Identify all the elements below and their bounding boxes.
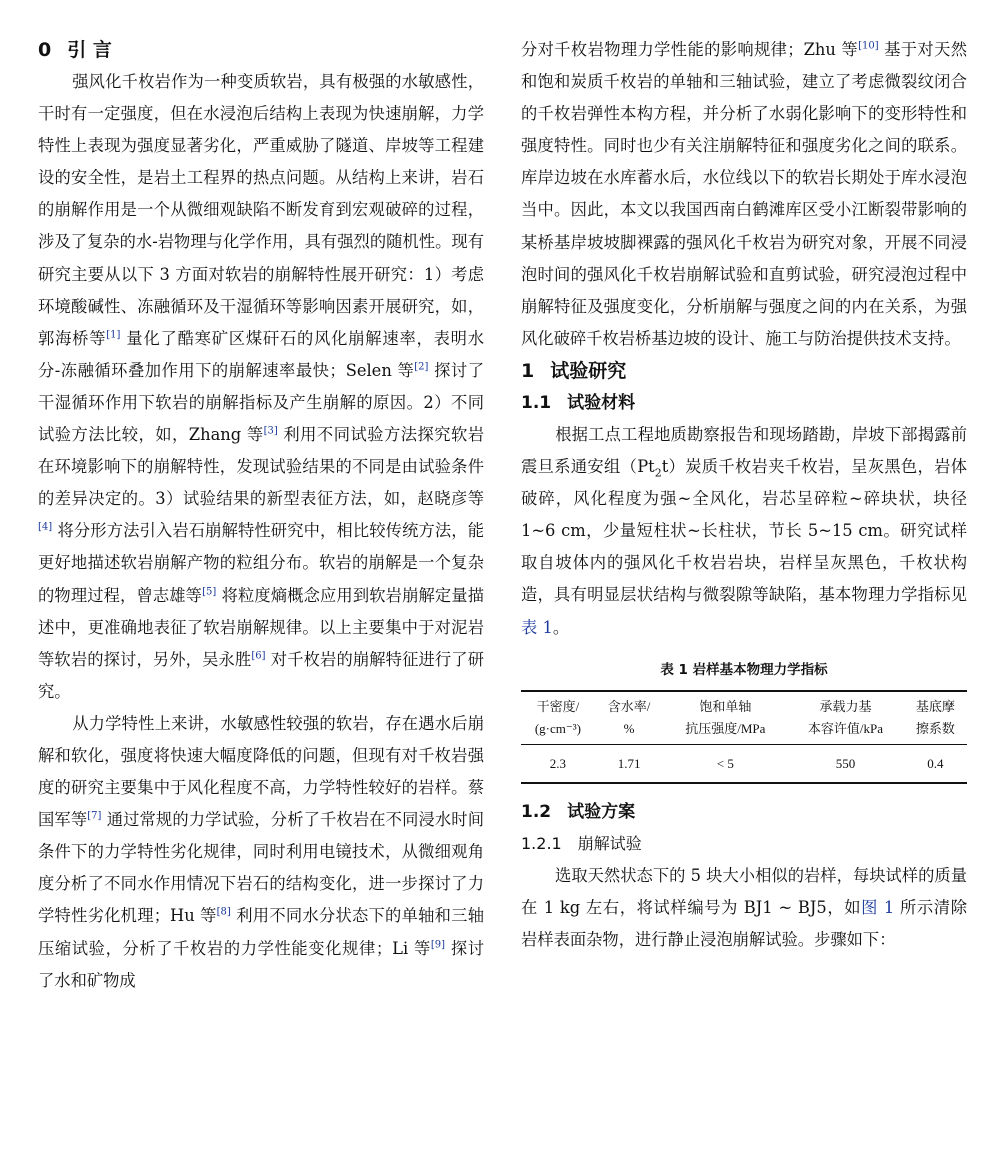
section-heading-experiment: 1 试验研究 xyxy=(521,359,627,382)
citation-7[interactable]: [7] xyxy=(87,810,102,822)
cell-water-content: 1.71 xyxy=(595,744,664,783)
citation-8[interactable]: [8] xyxy=(216,907,231,919)
citation-4[interactable]: [4] xyxy=(38,521,53,533)
subsection-heading-materials: 1.1 试验材料 xyxy=(521,392,636,413)
header-dry-density: 干密度/ (g·cm⁻³) xyxy=(521,691,595,745)
left-column xyxy=(38,34,484,997)
citation-9[interactable]: [9] xyxy=(430,939,446,951)
intro-paragraph-2: 从力学特性上来讲，水敏感性较强的软岩，存在遇水后崩解和软化，强度将快速大幅度降低的问题，但现有对千枚岩强度的研究主要集中于风化程度不高，力学特性较好的岩样。蔡国军等[7] 通过常规的力学试验，分析了千枚岩在不同浸水时间条件下的力学特性劣化规律，同时利用电镜技术，从微细观角度分析了不同水作用情况下岩石的结构变化，进一步探讨了力学特性劣化机理；Hu 等[8] 利用不同水分状态下的单轴和三轴压缩试验，分析了千枚岩的力学性能变化规律；Li 等[9] 探讨了水和矿物成 xyxy=(38,713,484,990)
header-friction: 基底摩 擦系数 xyxy=(904,691,967,745)
intro-paragraph-1: 强风化千枚岩作为一种变质软岩，具有极强的水敏感性，干时有一定强度，但在水浸泡后结构上表现为快速崩解，力学特性上表现为强度显著劣化，严重威胁了隧道、岸坡等工程建设的安全性，是岩土工程界的热点问题。从结构上来讲，岩石的崩解作用是一个从微细观缺陷不断发育到宏观破碎的过程，涉及了复杂的水-岩物理与化学作用，具有强烈的随机性。现有研究主要从以下 3 方面对软岩的崩解特性展开研究：1）考虑环境酸碱性、冻融循环及干湿循环等影响因素开展研究，如，郭海桥等[1] 量化了酷寒矿区煤矸石的风化崩解速率，表明水分-冻融循环叠加作用下的崩解速率最快；Selen 等[2] 探讨了干湿循环作用下软岩的崩解指标及产生崩解的原因。2）不同试验方法比较，如，Zhang 等[3] 利用不同试验方法探究软岩在环境影响下的崩解特性，发现试验结果的不同是由试验条件的差异决定的。3）试验结果的新型表征方法，如，赵晓彦等[4] 将分形方法引入岩石崩解特性研究中，相比较传统方法，能更好地描述软岩崩解产物的粒组分布。软岩的崩解是一个复杂的物理过程，曾志雄等[5] 将粒度熵概念应用到软岩崩解定量描述中，更准确地表征了软岩崩解规律。以上主要集中于对泥岩等软岩的探讨，另外，吴永胜[6] 对千枚岩的崩解特征进行了研究。 xyxy=(38,72,484,701)
citation-2[interactable]: [2] xyxy=(414,361,429,373)
table-caption: 表 1 岩样基本物理力学指标 xyxy=(660,661,828,678)
section-heading-introduction: 0 引 言 xyxy=(38,39,112,61)
cell-dry-density: 2.3 xyxy=(521,744,595,783)
subsection-heading-scheme: 1.2 试验方案 xyxy=(521,801,636,822)
citation-1[interactable]: [1] xyxy=(106,329,121,341)
right-column xyxy=(521,34,967,956)
citation-6[interactable]: [6] xyxy=(251,650,266,662)
cell-bearing-capacity: 550 xyxy=(787,744,903,783)
table-1-link[interactable]: 表 1 xyxy=(521,617,553,637)
header-bearing-capacity: 承载力基 本容许值/kPa xyxy=(787,691,903,745)
materials-paragraph: 根据工点工程地质勘察报告和现场踏勘，岸坡下部揭露前震旦系通安组$(Pt_2t)$炭质千枚岩夹千枚岩，呈灰黑色，岩体破碎，风化程度为强~全风化，岩芯呈碎粒~碎块状，块径 1~6 cm，少量短柱状~长柱状，节长 5~15 cm。研究试样取自坡体内的强风化千枚岩岩块，岩样呈灰黑色，千枚状构造，具有明显层状结构与微裂隙等缺陷，基本物理力学指标见表 1。 xyxy=(521,424,967,637)
figure-1-link[interactable]: 图 1 xyxy=(861,897,895,917)
intro-paragraph-2-continued: 分对千枚岩物理力学性能的影响规律；Zhu 等[10] 基于对天然和饱和炭质千枚岩的单轴和三轴试验，建立了考虑微裂纹闭合的千枚岩弹性本构方程，并分析了水弱化影响下的变形特性和强度特性。同时也少有关注崩解特征和强度劣化之间的联系。库岸边坡在水库蓄水后，水位线以下的软岩长期处于库水浸泡当中。因此，本文以我国西南白鹤滩库区受小江断裂带影响的某桥基岸坡坡脚裸露的强风化千枚岩为研究对象，开展不同浸泡时间的强风化千枚岩崩解试验和直剪试验，研究浸泡过程中崩解特征及强度变化，分析崩解与强度之间的内在关系，为强风化破碎千枚岩桥基边坡的设计、施工与防治提供技术支持。 xyxy=(521,40,967,348)
citation-3[interactable]: [3] xyxy=(263,425,278,437)
rock-properties-table xyxy=(521,690,967,784)
cell-friction: 0.4 xyxy=(904,744,967,783)
cell-ucs: < 5 xyxy=(663,744,787,783)
header-ucs: 饱和单轴 抗压强度/MPa xyxy=(663,691,787,745)
citation-5[interactable]: [5] xyxy=(202,586,217,598)
disintegration-paragraph: 选取天然状态下的 5 块大小相似的岩样，每块试样的质量在 1 kg 左右，将试样编号为 BJ1 ~ BJ5，如图 1 所示清除岩样表面杂物，进行静止浸泡崩解试验。步骤如下： xyxy=(521,865,967,949)
table-header-row xyxy=(521,691,967,745)
subsubsection-heading-disintegration: 1.2.1 崩解试验 xyxy=(521,833,642,853)
table-row xyxy=(521,744,967,783)
header-water-content: 含水率/ % xyxy=(595,691,664,745)
citation-10[interactable]: [10] xyxy=(858,40,879,52)
